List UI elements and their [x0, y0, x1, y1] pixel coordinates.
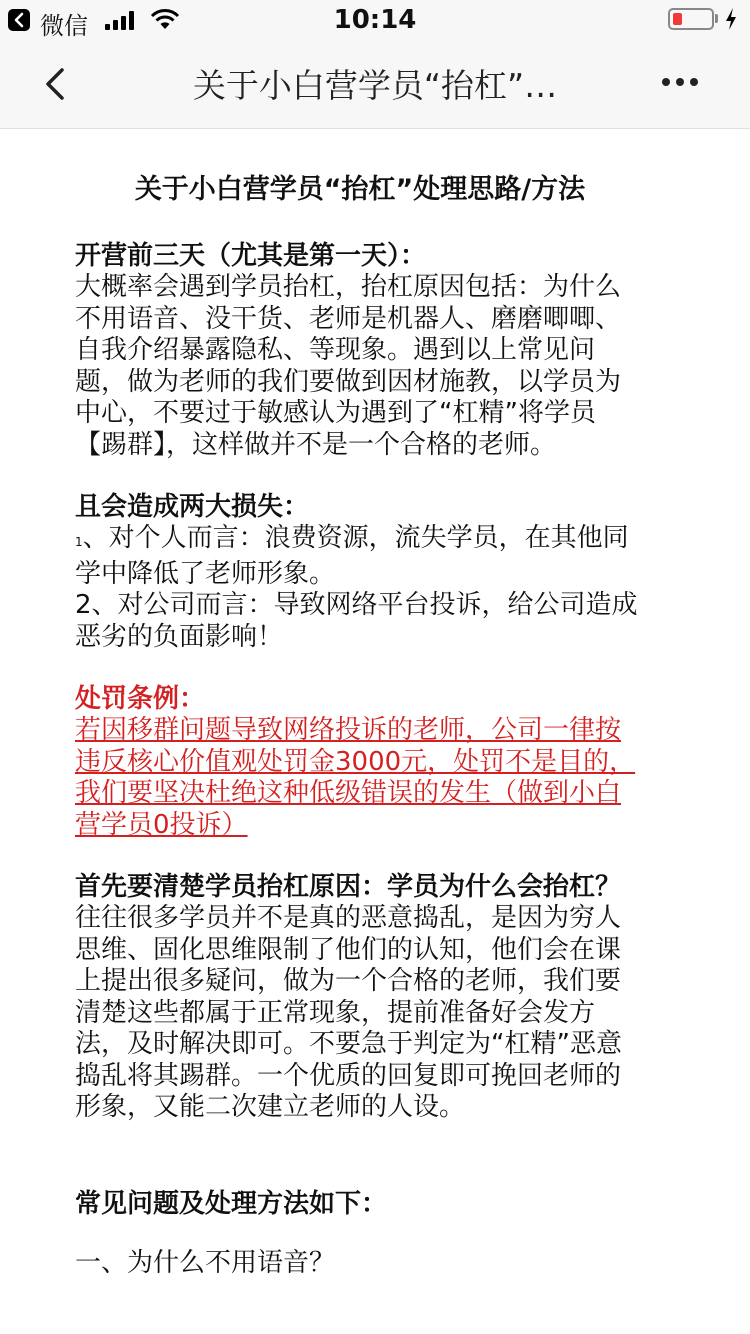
section-heading: 处罚条例：: [75, 684, 206, 714]
section-reasons: [75, 871, 645, 1124]
section-body: 大概率会遇到学员抬杠，抬杠原因包括：为什么不用语音、没干货、老师是机器人、磨磨唧唧、自我介绍暴露隐私、等现象。遇到以上常见问题，做为老师的我们要做到因材施教，以学员为中心，不要过于敏感认为遇到了“杠精”将学员【踢群】，这样做并不是一个合格的老师。: [75, 272, 622, 460]
list-item: [75, 523, 645, 590]
more-options-button[interactable]: [660, 78, 700, 90]
back-button[interactable]: [38, 64, 78, 104]
spacer: [75, 1154, 645, 1188]
section-penalty: [75, 683, 645, 841]
section-body: 往往很多学员并不是真的恶意捣乱，是因为穷人思维、固化思维限制了他们的认知，他们会在课上提出很多疑问，做为一个合格的老师，我们要清楚这些都属于正常现象，提前准备好会发方法，及时解决即可。不要急于判定为“杠精”恶意捣乱将其踢群。一个优质的回复即可挽回老师的形象，又能二次建立老师的人设。: [75, 903, 622, 1122]
page-title: 关于小白营学员“抬杠”…: [192, 66, 558, 105]
more-dot-icon: [676, 78, 684, 86]
carrier-label: 微信: [40, 12, 88, 40]
clock: 10:14: [333, 5, 417, 35]
section-heading: 且会造成两大损失：: [75, 492, 310, 522]
nav-bar: [0, 40, 750, 129]
penalty-text: 若因移群问题导致网络投诉的老师，公司一律按违反核心价值观处罚金3000元，处罚不是目的，我们要坚决杜绝这种低级错误的发生（做到小白营学员0投诉）: [75, 715, 636, 840]
charging-bolt-icon: [724, 7, 738, 35]
section-common-questions: [75, 1188, 645, 1280]
section-heading: 常见问题及处理方法如下：: [75, 1188, 388, 1219]
battery-icon: [668, 8, 714, 30]
list-item: 一、为什么不用语音？: [75, 1247, 336, 1278]
list-item: 2、对公司而言：导致网络平台投诉，给公司造成恶劣的负面影响！: [75, 590, 638, 652]
section-heading: 开营前三天（尤其是第一天）：: [75, 241, 427, 271]
section-heading: 首先要清楚学员抬杠原因：学员为什么会抬杠？: [75, 872, 622, 902]
article-title: 关于小白营学员“抬杠”处理思路/方法: [134, 174, 586, 205]
section-pre-camp: [75, 240, 645, 461]
battery-level: [673, 13, 682, 25]
article: [75, 170, 645, 1309]
battery-nub: [715, 14, 718, 23]
spacer: [75, 1220, 645, 1248]
section-losses: [75, 491, 645, 653]
status-bar: [0, 0, 750, 40]
more-dot-icon: [690, 78, 698, 86]
chevron-left-icon: [38, 64, 78, 104]
list-item-text: 、对个人而言：浪费资源，流失学员，在其他同学中降低了老师形象。: [75, 523, 629, 589]
more-dot-icon: [662, 78, 670, 86]
list-number: 1: [75, 535, 83, 549]
